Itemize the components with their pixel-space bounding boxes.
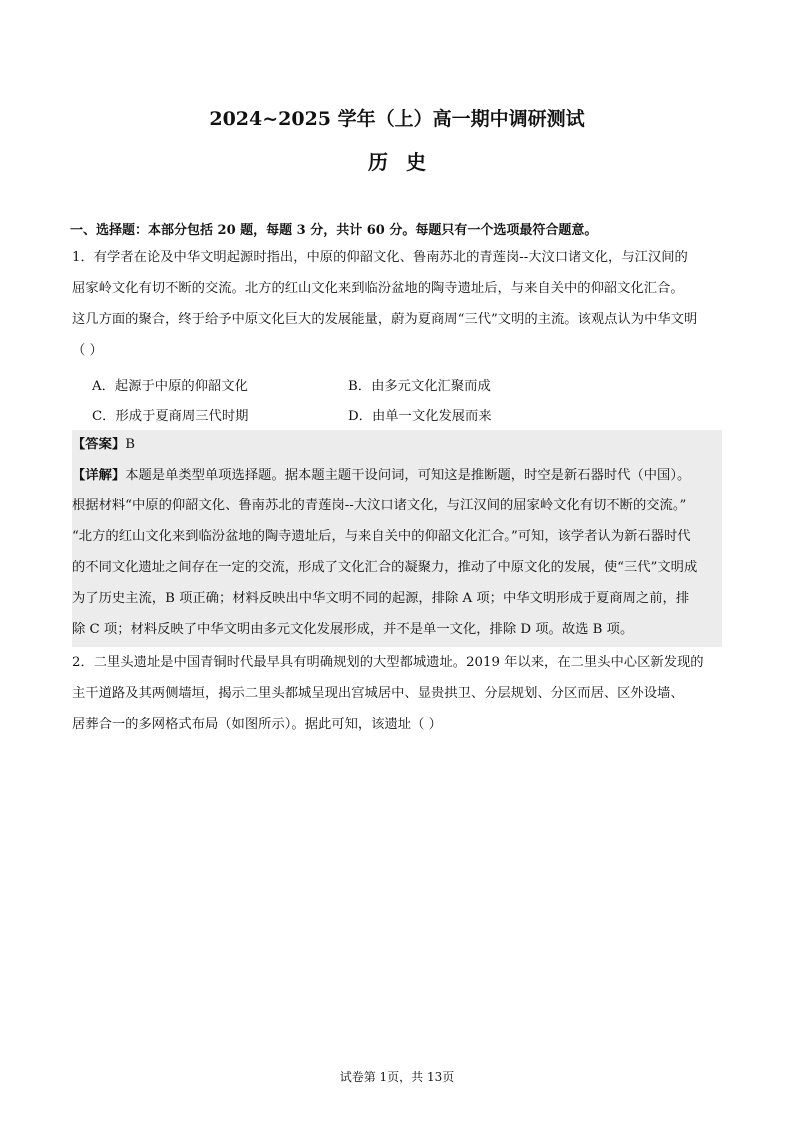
q1-option-a: A．起源于中原的仰韶文化 bbox=[92, 379, 248, 394]
q1-line: （ ） bbox=[72, 343, 103, 358]
q1-detail-line: 为了历史主流，B 项正确；材料反映出中华文明不同的起源，排除 A 项；中华文明形成于夏商周之前，排 bbox=[72, 591, 690, 606]
q1-line: 屈家岭文化有切不断的交流。北方的红山文化来到临汾盆地的陶寺遗址后，与来自关中的仰韶文化汇合。 bbox=[72, 281, 684, 296]
exam-title: 2024~2025 学年（上）高一期中调研测试 bbox=[209, 108, 585, 130]
answer-value: B bbox=[125, 437, 135, 452]
q2-line: 主干道路及其两侧墙垣，揭示二里头都城呈现出宫城居中、显贵拱卫、分层规划、分区而居、区外设墙、 bbox=[72, 686, 684, 701]
q1-answer bbox=[72, 437, 724, 453]
q1-option-d: D．由单一文化发展而来 bbox=[348, 409, 492, 424]
q1-line: 1．有学者在论及中华文明起源时指出，中原的仰韶文化、鲁南苏北的青莲岗--大汶口诸文化，与江汉间的 bbox=[72, 250, 688, 265]
q2-line: 居葬合一的多网格式布局（如图所示）。据此可知，该遗址（ ） bbox=[72, 717, 442, 732]
q1-option-c: C．形成于夏商周三代时期 bbox=[92, 409, 249, 424]
answer-label: 【答案】 bbox=[72, 437, 126, 452]
detail-label: 【详解】 bbox=[72, 468, 126, 483]
q1-detail-line bbox=[72, 468, 724, 484]
q1-detail-line: 根据材料“中原的仰韶文化、鲁南苏北的青莲岗--大汶口诸文化，与江汉间的屈家岭文化有切不断的交流。” bbox=[72, 498, 687, 513]
section-heading: 一、选择题：本部分包括 20 题，每题 3 分，共计 60 分。每题只有一个选项最符合题意。 bbox=[70, 223, 598, 238]
detail-text: 本题是单类型单项选择题。据本题主题干设问词，可知这是推断题，时空是新石器时代（中国）。 bbox=[125, 468, 691, 483]
subject-title: 历史 bbox=[368, 150, 444, 174]
q2-line: 2．二里头遗址是中国青铜时代最早具有明确规划的大型都城遗址。2019 年以来，在二里头中心区新发现的 bbox=[72, 655, 704, 670]
q1-option-b: B．由多元文化汇聚而成 bbox=[348, 379, 491, 394]
q1-line: 这几方面的聚合，终于给予中原文化巨大的发展能量，蔚为夏商周“三代”文明的主流。该观点认为中华文明 bbox=[72, 312, 698, 327]
q1-detail-line: 的不同文化遗址之间存在一定的交流，形成了文化汇合的凝聚力，推动了中原文化的发展，使“三代”文明成 bbox=[72, 560, 698, 575]
page-footer: 试卷第 1页，共 13页 bbox=[339, 1070, 455, 1084]
q1-detail-line: “北方的红山文化来到临汾盆地的陶寺遗址后，与来自关中的仰韶文化汇合。”可知，该学者认为新石器时代 bbox=[72, 529, 691, 544]
q1-detail-line: 除 C 项；材料反映了中华文明由多元文化发展形成，并不是单一文化，排除 D 项。故选 B 项。 bbox=[72, 622, 634, 637]
